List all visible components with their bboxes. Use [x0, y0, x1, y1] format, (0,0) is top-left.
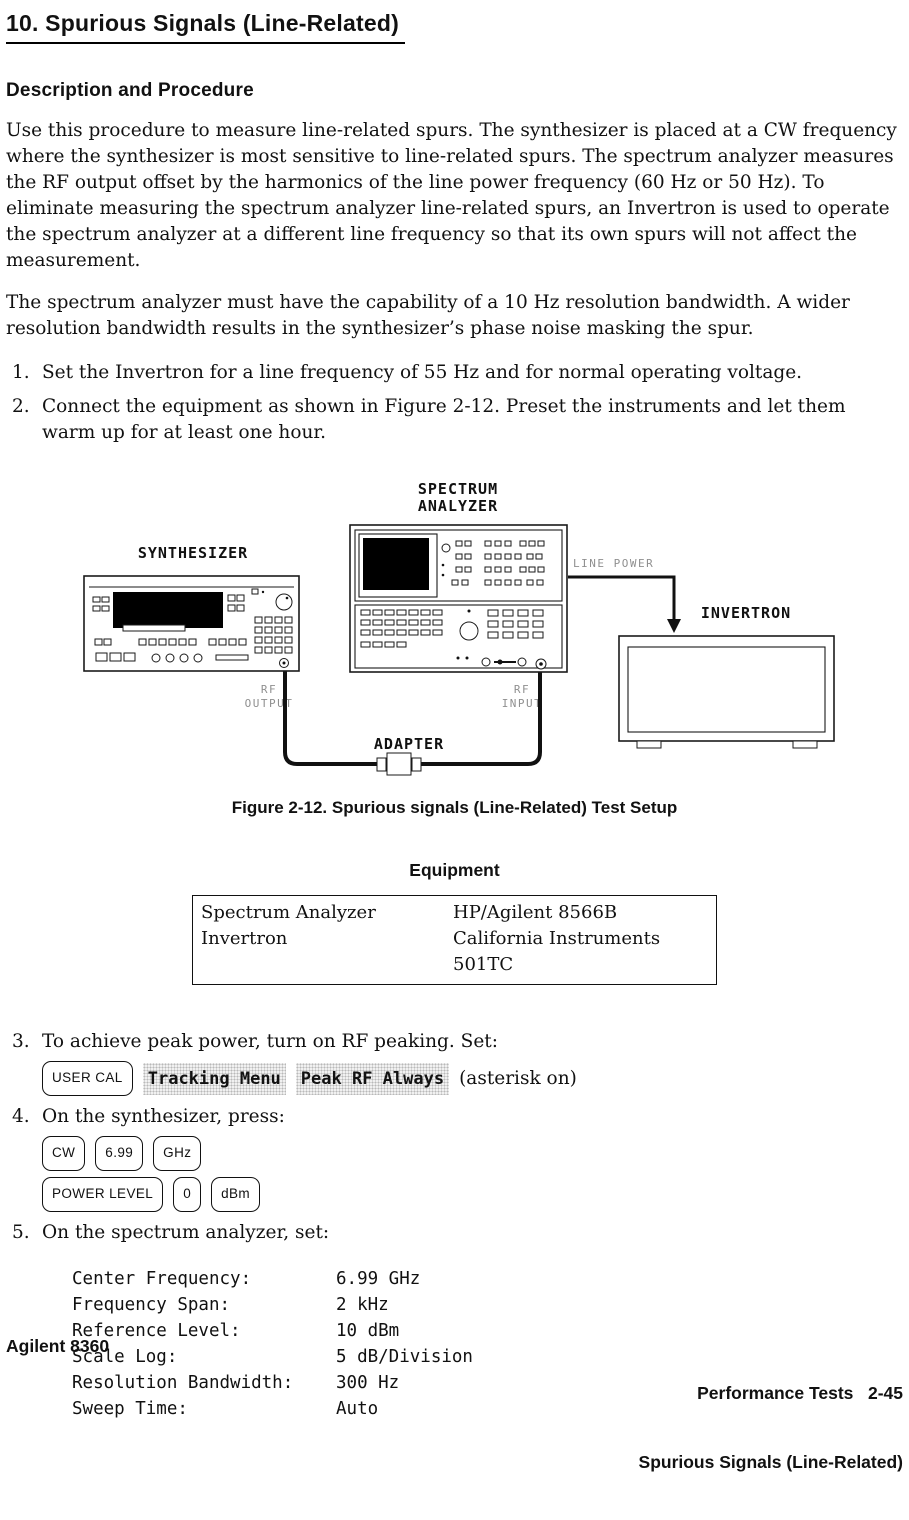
step-3-key-sequence	[42, 1061, 903, 1096]
equipment-row	[193, 900, 716, 926]
rf-output-label-1: RF	[260, 683, 278, 696]
user-cal-key: USER CAL	[42, 1061, 133, 1096]
chapter-title: 10. Spurious Signals (Line-Related)	[6, 10, 405, 44]
footer-section-title: Spurious Signals (Line-Related)	[638, 1452, 903, 1472]
equipment-model: HP/Agilent 8566B	[453, 902, 618, 923]
setting-value: 300 Hz	[336, 1373, 400, 1393]
synthesizer-label: SYNTHESIZER	[137, 544, 249, 562]
adapter-label: ADAPTER	[373, 735, 445, 753]
figure-caption: Figure 2-12. Spurious signals (Line-Related) Test Setup	[231, 798, 678, 817]
asterisk-note: (asterisk on)	[459, 1067, 577, 1089]
synthesizer-knob	[276, 594, 292, 610]
softkey-tracking-menu: Tracking Menu	[143, 1063, 286, 1095]
power-level-key: POWER LEVEL	[42, 1177, 163, 1212]
test-setup-diagram	[6, 470, 903, 782]
step-4-text: On the synthesizer, press:	[42, 1106, 285, 1127]
line-power-arrow	[568, 577, 674, 620]
equipment-table	[192, 895, 717, 985]
equipment-name: Invertron	[201, 928, 288, 949]
step-5	[12, 1220, 903, 1246]
setting-value: Auto	[336, 1399, 379, 1419]
intro-paragraph-1: Use this procedure to measure line-related spurs. The synthesizer is placed at a CW frequency where the synthesizer is most sensitive to line-related spurs. The spectrum analyzer measures the RF output offset by the harmonics of the line power frequency (60 Hz or 50 Hz). To eliminate measuring the spectrum analyzer line-related spurs, an Invertron is used to operate the spectrum analyzer at a different line frequency so that its own spurs will not affect the measurement.	[6, 120, 897, 271]
step-4-number: 4.	[12, 1106, 30, 1127]
setting-label: Resolution Bandwidth:	[72, 1373, 294, 1393]
setting-label: Frequency Span:	[72, 1295, 231, 1315]
step-5-text: On the spectrum analyzer, set:	[42, 1222, 330, 1243]
line-power-arrowhead	[667, 619, 681, 633]
figure-test-setup	[6, 470, 903, 786]
rf-output-label-2: OUTPUT	[244, 697, 294, 710]
equipment-row	[193, 926, 716, 978]
step-1-text: Set the Invertron for a line frequency of 55 Hz and for normal operating voltage.	[42, 362, 803, 383]
setting-row	[72, 1292, 903, 1318]
synthesizer-instrument	[84, 576, 299, 671]
spectrum-analyzer-label-2: ANALYZER	[417, 497, 499, 515]
zero-key: 0	[173, 1177, 201, 1212]
step-3-text: To achieve peak power, turn on RF peaking. Set:	[42, 1031, 498, 1052]
dbm-key: dBm	[211, 1177, 260, 1212]
setting-label: Scale Log:	[72, 1347, 178, 1367]
ghz-key: GHz	[153, 1136, 201, 1171]
equipment-model: California Instruments 501TC	[453, 928, 661, 975]
setting-value: 2 kHz	[336, 1295, 389, 1315]
step-3-number: 3.	[12, 1031, 30, 1052]
intro-paragraph-2: The spectrum analyzer must have the capability of a 10 Hz resolution bandwidth. A wider resolution bandwidth results in the synthesizer’s phase noise masking the spur.	[6, 292, 850, 339]
rf-input-label-2: INPUT	[501, 697, 543, 710]
step-2-text: Connect the equipment as shown in Figure 2-12. Preset the instruments and let them warm up for at least one hour.	[42, 396, 846, 443]
step-4-key-row-2	[42, 1177, 903, 1212]
footer-product: Agilent 8360	[6, 1336, 110, 1356]
footer-section-page: Performance Tests 2-45	[697, 1383, 903, 1403]
synthesizer-display	[113, 592, 223, 628]
analyzer-knob	[460, 622, 478, 640]
page-footer	[6, 1336, 903, 1520]
setting-value: 5 dB/Division	[336, 1347, 473, 1367]
step-4-key-row-1	[42, 1136, 903, 1171]
invertron-instrument	[619, 636, 834, 748]
title-block	[6, 10, 903, 44]
step-3	[12, 1029, 903, 1055]
section-heading: Description and Procedure	[6, 80, 254, 101]
step-2-number: 2.	[12, 396, 30, 417]
procedure-steps	[6, 360, 903, 446]
step-5-number: 5.	[12, 1222, 30, 1243]
setting-value: 6.99 GHz	[336, 1269, 421, 1289]
step-2	[12, 394, 903, 446]
setting-label: Reference Level:	[72, 1321, 241, 1341]
spectrum-analyzer-label-1: SPECTRUM	[417, 480, 499, 498]
softkey-peak-rf-always: Peak RF Always	[296, 1063, 449, 1095]
spectrum-analyzer-instrument	[350, 525, 567, 672]
invertron-label: INVERTRON	[700, 604, 792, 622]
step-1-number: 1.	[12, 362, 30, 383]
line-power-label: LINE POWER	[573, 557, 655, 570]
equipment-name: Spectrum Analyzer	[201, 902, 376, 923]
frequency-key: 6.99	[95, 1136, 143, 1171]
equipment-heading: Equipment	[409, 860, 500, 880]
rf-output-cable	[285, 668, 380, 764]
setting-value: 10 dBm	[336, 1321, 400, 1341]
footer-right	[639, 1336, 903, 1520]
rf-input-label-1: RF	[513, 683, 531, 696]
setting-row	[72, 1266, 903, 1292]
setting-label: Sweep Time:	[72, 1399, 188, 1419]
step-4	[12, 1104, 903, 1130]
cw-key: CW	[42, 1136, 85, 1171]
step-1	[12, 360, 903, 386]
crt-screen	[363, 538, 429, 590]
setting-label: Center Frequency:	[72, 1269, 252, 1289]
adapter-connector	[377, 753, 421, 775]
